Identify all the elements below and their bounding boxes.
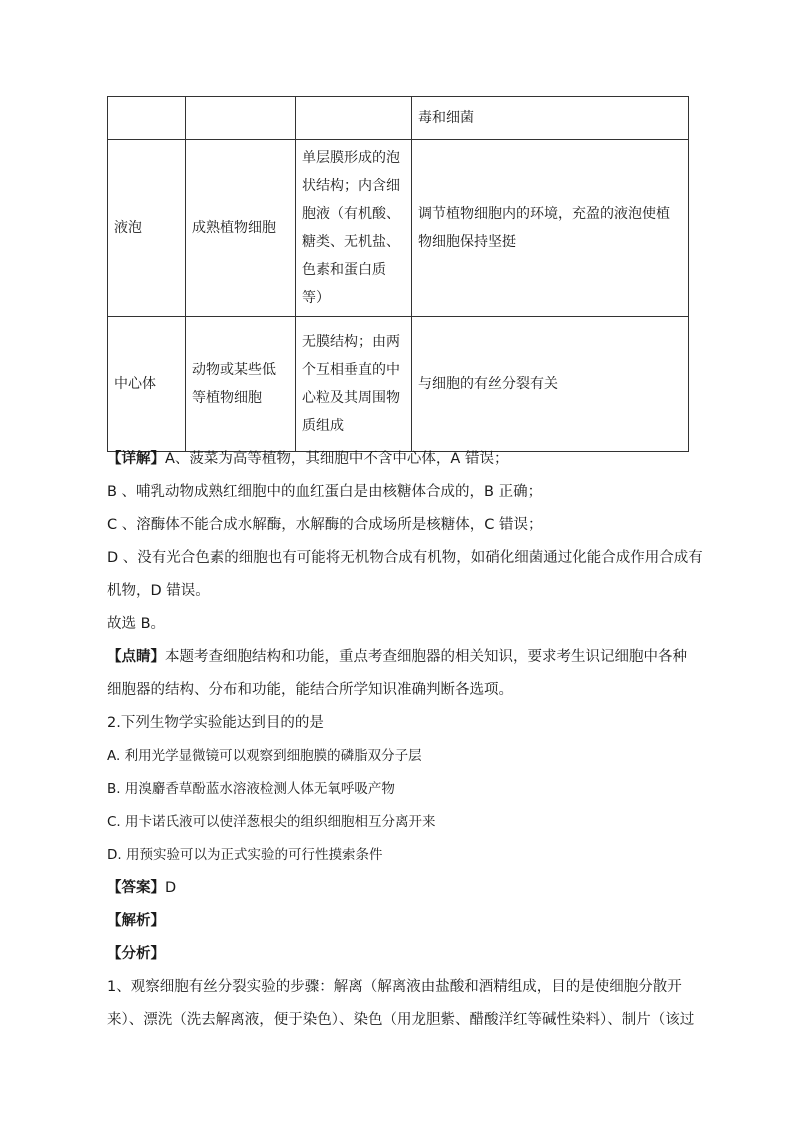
detail-line-a: 【详解】A、菠菜为高等植物，其细胞中不含中心体，A 错误； <box>107 451 509 467</box>
option-d: D. 用预实验可以为正式实验的可行性摸索条件 <box>107 847 383 863</box>
question-stem: 2.下列生物学实验能达到目的的是 <box>107 715 324 731</box>
table-cell: 无膜结构；由两个互相垂直的中心粒及其周围物质组成 <box>296 317 412 452</box>
table-cell <box>186 97 296 140</box>
detail-line-c: C 、溶酶体不能合成水解酶，水解酶的合成场所是核糖体，C 错误； <box>107 517 543 533</box>
table-cell: 成熟植物细胞 <box>186 140 296 317</box>
detail-line-d1: D 、没有光合色素的细胞也有可能将无机物合成有机物，如硝化细菌通过化能合成作用合成有 <box>107 550 703 566</box>
table-row <box>108 140 689 317</box>
table-cell: 与细胞的有丝分裂有关 <box>412 317 689 452</box>
analyze-tag: 【分析】 <box>107 946 165 962</box>
table-cell: 中心体 <box>108 317 186 452</box>
table-cell: 液泡 <box>108 140 186 317</box>
comment-line-2: 细胞器的结构、分布和功能，能结合所学知识准确判断各选项。 <box>107 682 513 698</box>
comment-tag: 【点睛】 <box>107 649 165 665</box>
answer-text <box>107 443 703 1037</box>
table-cell: 单层膜形成的泡状结构；内含细胞液（有机酸、糖类、无机盐、色素和蛋白质等） <box>296 140 412 317</box>
table-cell <box>296 97 412 140</box>
comment-line-1: 【点睛】本题考查细胞结构和功能，重点考查细胞器的相关知识，要求考生识记细胞中各种 <box>107 649 687 665</box>
detail-line-b: B 、哺乳动物成熟红细胞中的血红蛋白是由核糖体合成的，B 正确； <box>107 484 543 500</box>
detail-tag: 【详解】 <box>107 451 165 467</box>
organelle-table <box>107 96 689 452</box>
table-row <box>108 97 689 140</box>
table-row <box>108 317 689 452</box>
table-cell: 调节植物细胞内的环境，充盈的液泡使植物细胞保持坚挺 <box>412 140 689 317</box>
answer-value: D <box>165 880 177 896</box>
option-a: A. 利用光学显微镜可以观察到细胞膜的磷脂双分子层 <box>107 748 422 764</box>
table-cell <box>108 97 186 140</box>
analysis-para-line-2: 来）、漂洗（洗去解离液，便于染色）、染色（用龙胆紫、醋酸洋红等碱性染料）、制片（该过 <box>107 1012 695 1028</box>
analysis-tag: 【解析】 <box>107 913 165 929</box>
option-b: B. 用溴麝香草酚蓝水溶液检测人体无氧呼吸产物 <box>107 781 395 797</box>
choose-line: 故选 B。 <box>107 616 166 632</box>
answer-line <box>107 872 693 905</box>
option-c: C. 用卡诺氏液可以使洋葱根尖的组织细胞相互分离开来 <box>107 814 436 830</box>
answer-tag: 【答案】 <box>107 880 165 896</box>
table-cell: 动物或某些低等植物细胞 <box>186 317 296 452</box>
table-cell: 毒和细菌 <box>412 97 689 140</box>
analysis-para-line-1: 1、观察细胞有丝分裂实验的步骤：解离（解离液由盐酸和酒精组成，目的是使细胞分散开 <box>107 979 682 995</box>
detail-line-d2: 机物，D 错误。 <box>107 583 210 599</box>
